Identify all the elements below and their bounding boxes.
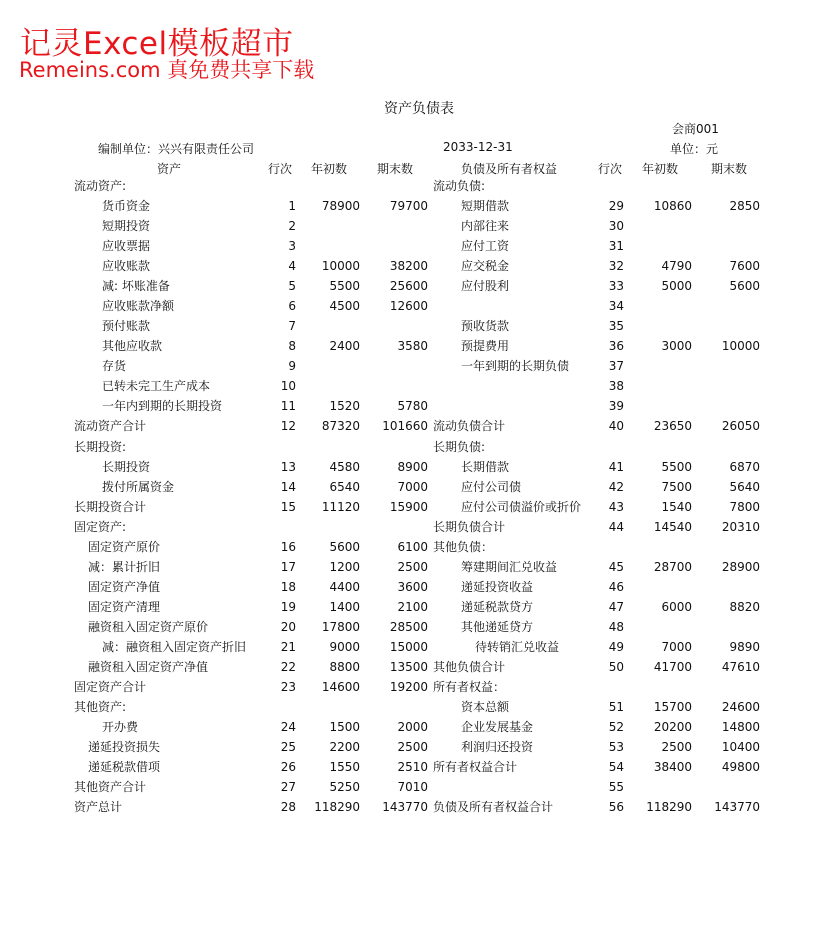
asset-item-label: 开办费 xyxy=(102,720,139,734)
header-begin: 年初数 xyxy=(311,162,348,176)
asset-row-number: 6 xyxy=(288,299,296,313)
asset-item-label: 其他资产: xyxy=(74,700,127,714)
asset-begin-value: 118290 xyxy=(314,800,360,814)
asset-row-number: 20 xyxy=(280,620,296,634)
liability-item-label: 预提费用 xyxy=(461,339,510,353)
liability-item-label: 短期借款 xyxy=(461,199,510,213)
liability-item-label: 预收货款 xyxy=(461,319,510,333)
asset-row-number: 14 xyxy=(280,480,296,494)
liability-row-number: 30 xyxy=(608,219,624,233)
asset-row-number: 13 xyxy=(280,460,296,474)
liability-row-number: 42 xyxy=(608,480,624,494)
liability-item-label: 流动负债: xyxy=(433,179,486,193)
liability-begin-value: 15700 xyxy=(653,700,692,714)
header-begin-2: 年初数 xyxy=(642,162,679,176)
asset-item-label: 应收账款 xyxy=(102,259,151,273)
asset-row-number: 2 xyxy=(288,219,296,233)
liability-row-number: 33 xyxy=(608,279,624,293)
header-row-no: 行次 xyxy=(268,162,293,176)
liability-begin-value: 4790 xyxy=(661,259,692,273)
liability-item-label: 利润归还投资 xyxy=(461,740,534,754)
liability-begin-value: 1540 xyxy=(661,500,692,514)
asset-item-label: 拨付所属资金 xyxy=(102,480,175,494)
liability-row-number: 56 xyxy=(608,800,624,814)
preparer-unit: 编制单位：兴兴有限责任公司 xyxy=(98,142,255,156)
asset-begin-value: 1200 xyxy=(329,560,360,574)
asset-item-label: 货币资金 xyxy=(102,199,151,213)
asset-row-number: 22 xyxy=(280,660,296,674)
asset-begin-value: 1520 xyxy=(329,399,360,413)
liability-end-value: 10000 xyxy=(721,339,760,353)
asset-begin-value: 5250 xyxy=(329,780,360,794)
liability-item-label: 其他负债合计 xyxy=(433,660,506,674)
header-end: 期末数 xyxy=(377,162,414,176)
asset-item-label: 资产总计 xyxy=(74,800,123,814)
liability-item-label: 应付公司债 xyxy=(461,480,522,494)
liability-row-number: 44 xyxy=(608,520,624,534)
liability-item-label: 应付股利 xyxy=(461,279,510,293)
liability-row-number: 48 xyxy=(608,620,624,634)
asset-item-label: 减：融资租入固定资产折旧 xyxy=(102,640,247,654)
asset-row-number: 3 xyxy=(288,239,296,253)
liability-begin-value: 7500 xyxy=(661,480,692,494)
liability-row-number: 39 xyxy=(608,399,624,413)
asset-row-number: 8 xyxy=(288,339,296,353)
asset-item-label: 流动资产合计 xyxy=(74,419,147,433)
asset-row-number: 10 xyxy=(280,379,296,393)
liability-begin-value: 20200 xyxy=(653,720,692,734)
liability-begin-value: 10860 xyxy=(653,199,692,213)
document-title: 资产负债表 xyxy=(384,101,454,117)
asset-item-label: 融资租入固定资产原价 xyxy=(88,620,209,634)
asset-end-value: 38200 xyxy=(389,259,428,273)
liability-row-number: 29 xyxy=(608,199,624,213)
liability-end-value: 7800 xyxy=(729,500,760,514)
header-asset: 资产 xyxy=(157,162,182,176)
asset-end-value: 2100 xyxy=(397,600,428,614)
asset-begin-value: 4400 xyxy=(329,580,360,594)
asset-begin-value: 10000 xyxy=(321,259,360,273)
liability-begin-value: 5000 xyxy=(661,279,692,293)
liability-item-label: 应付公司债溢价或折价 xyxy=(461,500,582,514)
liability-begin-value: 6000 xyxy=(661,600,692,614)
asset-end-value: 101660 xyxy=(382,419,428,433)
asset-item-label: 一年内到期的长期投资 xyxy=(102,399,223,413)
liability-item-label: 递延投资收益 xyxy=(461,580,534,594)
asset-row-number: 27 xyxy=(280,780,296,794)
asset-item-label: 长期投资 xyxy=(102,460,151,474)
liability-row-number: 41 xyxy=(608,460,624,474)
asset-begin-value: 11120 xyxy=(321,500,360,514)
asset-end-value: 25600 xyxy=(389,279,428,293)
currency-unit: 单位：元 xyxy=(670,142,719,156)
asset-row-number: 23 xyxy=(280,680,296,694)
asset-begin-value: 4500 xyxy=(329,299,360,313)
asset-end-value: 2000 xyxy=(397,720,428,734)
liability-item-label: 资本总额 xyxy=(461,700,510,714)
asset-begin-value: 6540 xyxy=(329,480,360,494)
asset-row-number: 18 xyxy=(280,580,296,594)
header-end-2: 期末数 xyxy=(711,162,748,176)
asset-row-number: 9 xyxy=(288,359,296,373)
asset-item-label: 其他资产合计 xyxy=(74,780,147,794)
asset-item-label: 长期投资合计 xyxy=(74,500,147,514)
liability-end-value: 5640 xyxy=(729,480,760,494)
liability-item-label: 负债及所有者权益合计 xyxy=(433,800,554,814)
asset-begin-value: 87320 xyxy=(321,419,360,433)
liability-begin-value: 41700 xyxy=(653,660,692,674)
liability-end-value: 49800 xyxy=(721,760,760,774)
liability-row-number: 49 xyxy=(608,640,624,654)
liability-end-value: 143770 xyxy=(714,800,760,814)
liability-item-label: 一年到期的长期负债 xyxy=(461,359,570,373)
liability-item-label: 长期负债合计 xyxy=(433,520,506,534)
liability-row-number: 50 xyxy=(608,660,624,674)
asset-item-label: 递延税款借项 xyxy=(88,760,161,774)
liability-item-label: 其他递延贷方 xyxy=(461,620,534,634)
asset-end-value: 13500 xyxy=(389,660,428,674)
asset-item-label: 固定资产合计 xyxy=(74,680,147,694)
asset-row-number: 1 xyxy=(288,199,296,213)
asset-begin-value: 14600 xyxy=(321,680,360,694)
liability-begin-value: 38400 xyxy=(653,760,692,774)
asset-end-value: 19200 xyxy=(389,680,428,694)
header-liability: 负债及所有者权益 xyxy=(461,162,558,176)
liability-item-label: 所有者权益： xyxy=(433,680,506,694)
liability-row-number: 51 xyxy=(608,700,624,714)
asset-row-number: 16 xyxy=(280,540,296,554)
asset-item-label: 存货 xyxy=(102,359,127,373)
asset-begin-value: 17800 xyxy=(321,620,360,634)
asset-item-label: 其他应收款 xyxy=(102,339,163,353)
liability-row-number: 53 xyxy=(608,740,624,754)
asset-row-number: 11 xyxy=(280,399,296,413)
liability-begin-value: 118290 xyxy=(646,800,692,814)
liability-end-value: 9890 xyxy=(729,640,760,654)
liability-end-value: 2850 xyxy=(729,199,760,213)
header-row-no-2: 行次 xyxy=(598,162,623,176)
asset-begin-value: 1550 xyxy=(329,760,360,774)
liability-row-number: 34 xyxy=(608,299,624,313)
liability-end-value: 28900 xyxy=(721,560,760,574)
asset-end-value: 5780 xyxy=(397,399,428,413)
asset-item-label: 预付账款 xyxy=(102,319,151,333)
asset-item-label: 减：累计折旧 xyxy=(88,560,161,574)
liability-begin-value: 3000 xyxy=(661,339,692,353)
liability-row-number: 47 xyxy=(608,600,624,614)
liability-item-label: 所有者权益合计 xyxy=(433,760,518,774)
liability-row-number: 32 xyxy=(608,259,624,273)
liability-row-number: 38 xyxy=(608,379,624,393)
asset-item-label: 融资租入固定资产净值 xyxy=(88,660,209,674)
asset-end-value: 143770 xyxy=(382,800,428,814)
asset-item-label: 应收票据 xyxy=(102,239,151,253)
liability-begin-value: 28700 xyxy=(653,560,692,574)
asset-end-value: 2500 xyxy=(397,740,428,754)
liability-end-value: 10400 xyxy=(721,740,760,754)
liability-item-label: 待转销汇兑收益 xyxy=(475,640,560,654)
liability-row-number: 31 xyxy=(608,239,624,253)
liability-end-value: 47610 xyxy=(721,660,760,674)
asset-row-number: 26 xyxy=(280,760,296,774)
liability-row-number: 40 xyxy=(608,419,624,433)
asset-item-label: 长期投资: xyxy=(74,440,127,454)
liability-begin-value: 14540 xyxy=(653,520,692,534)
liability-end-value: 14800 xyxy=(721,720,760,734)
asset-end-value: 7000 xyxy=(397,480,428,494)
liability-item-label: 长期借款 xyxy=(461,460,510,474)
asset-end-value: 3600 xyxy=(397,580,428,594)
asset-end-value: 7010 xyxy=(397,780,428,794)
asset-begin-value: 8800 xyxy=(329,660,360,674)
liability-row-number: 43 xyxy=(608,500,624,514)
liability-row-number: 45 xyxy=(608,560,624,574)
asset-end-value: 3580 xyxy=(397,339,428,353)
asset-begin-value: 5600 xyxy=(329,540,360,554)
asset-begin-value: 4580 xyxy=(329,460,360,474)
asset-item-label: 减: 坏账准备 xyxy=(102,279,170,293)
asset-end-value: 12600 xyxy=(389,299,428,313)
form-code: 会商001 xyxy=(672,122,719,136)
liability-end-value: 7600 xyxy=(729,259,760,273)
liability-end-value: 20310 xyxy=(721,520,760,534)
watermark-title: 记灵Excel模板超市 xyxy=(20,26,294,62)
liability-row-number: 37 xyxy=(608,359,624,373)
liability-end-value: 24600 xyxy=(721,700,760,714)
asset-row-number: 19 xyxy=(280,600,296,614)
liability-row-number: 55 xyxy=(608,780,624,794)
asset-item-label: 已转未完工生产成本 xyxy=(102,379,211,393)
liability-item-label: 其他负债： xyxy=(433,540,494,554)
asset-begin-value: 1500 xyxy=(329,720,360,734)
liability-item-label: 应付工资 xyxy=(461,239,510,253)
asset-begin-value: 1400 xyxy=(329,600,360,614)
asset-row-number: 5 xyxy=(288,279,296,293)
asset-row-number: 17 xyxy=(280,560,296,574)
asset-item-label: 固定资产清理 xyxy=(88,600,161,614)
liability-item-label: 内部往来 xyxy=(461,219,510,233)
liability-end-value: 26050 xyxy=(721,419,760,433)
asset-end-value: 15000 xyxy=(389,640,428,654)
asset-row-number: 7 xyxy=(288,319,296,333)
asset-row-number: 24 xyxy=(280,720,296,734)
asset-end-value: 2510 xyxy=(397,760,428,774)
liability-item-label: 筹建期间汇兑收益 xyxy=(461,560,558,574)
asset-end-value: 28500 xyxy=(389,620,428,634)
asset-item-label: 递延投资损失 xyxy=(88,740,161,754)
liability-item-label: 递延税款贷方 xyxy=(461,600,534,614)
report-date: 2033-12-31 xyxy=(443,140,513,154)
liability-end-value: 5600 xyxy=(729,279,760,293)
liability-item-label: 应交税金 xyxy=(461,259,510,273)
asset-row-number: 21 xyxy=(280,640,296,654)
asset-row-number: 4 xyxy=(288,259,296,273)
liability-row-number: 54 xyxy=(608,760,624,774)
asset-item-label: 固定资产原价 xyxy=(88,540,161,554)
asset-end-value: 6100 xyxy=(397,540,428,554)
asset-item-label: 短期投资 xyxy=(102,219,151,233)
asset-row-number: 28 xyxy=(280,800,296,814)
asset-row-number: 12 xyxy=(280,419,296,433)
liability-item-label: 长期负债: xyxy=(433,440,486,454)
watermark-subtitle: Remeins.com 真免费共享下载 xyxy=(19,58,315,82)
liability-row-number: 35 xyxy=(608,319,624,333)
asset-end-value: 2500 xyxy=(397,560,428,574)
liability-end-value: 8820 xyxy=(729,600,760,614)
asset-end-value: 15900 xyxy=(389,500,428,514)
liability-begin-value: 23650 xyxy=(653,419,692,433)
asset-begin-value: 78900 xyxy=(321,199,360,213)
asset-row-number: 15 xyxy=(280,500,296,514)
liability-begin-value: 2500 xyxy=(661,740,692,754)
asset-item-label: 固定资产: xyxy=(74,520,127,534)
liability-item-label: 企业发展基金 xyxy=(461,720,534,734)
liability-begin-value: 5500 xyxy=(661,460,692,474)
asset-end-value: 79700 xyxy=(389,199,428,213)
asset-begin-value: 2400 xyxy=(329,339,360,353)
asset-end-value: 8900 xyxy=(397,460,428,474)
asset-begin-value: 5500 xyxy=(329,279,360,293)
liability-row-number: 36 xyxy=(608,339,624,353)
liability-item-label: 流动负债合计 xyxy=(433,419,506,433)
liability-row-number: 46 xyxy=(608,580,624,594)
liability-begin-value: 7000 xyxy=(661,640,692,654)
liability-end-value: 6870 xyxy=(729,460,760,474)
asset-begin-value: 2200 xyxy=(329,740,360,754)
asset-item-label: 流动资产: xyxy=(74,179,127,193)
asset-item-label: 固定资产净值 xyxy=(88,580,161,594)
asset-begin-value: 9000 xyxy=(329,640,360,654)
liability-row-number: 52 xyxy=(608,720,624,734)
asset-item-label: 应收账款净额 xyxy=(102,299,175,313)
asset-row-number: 25 xyxy=(280,740,296,754)
